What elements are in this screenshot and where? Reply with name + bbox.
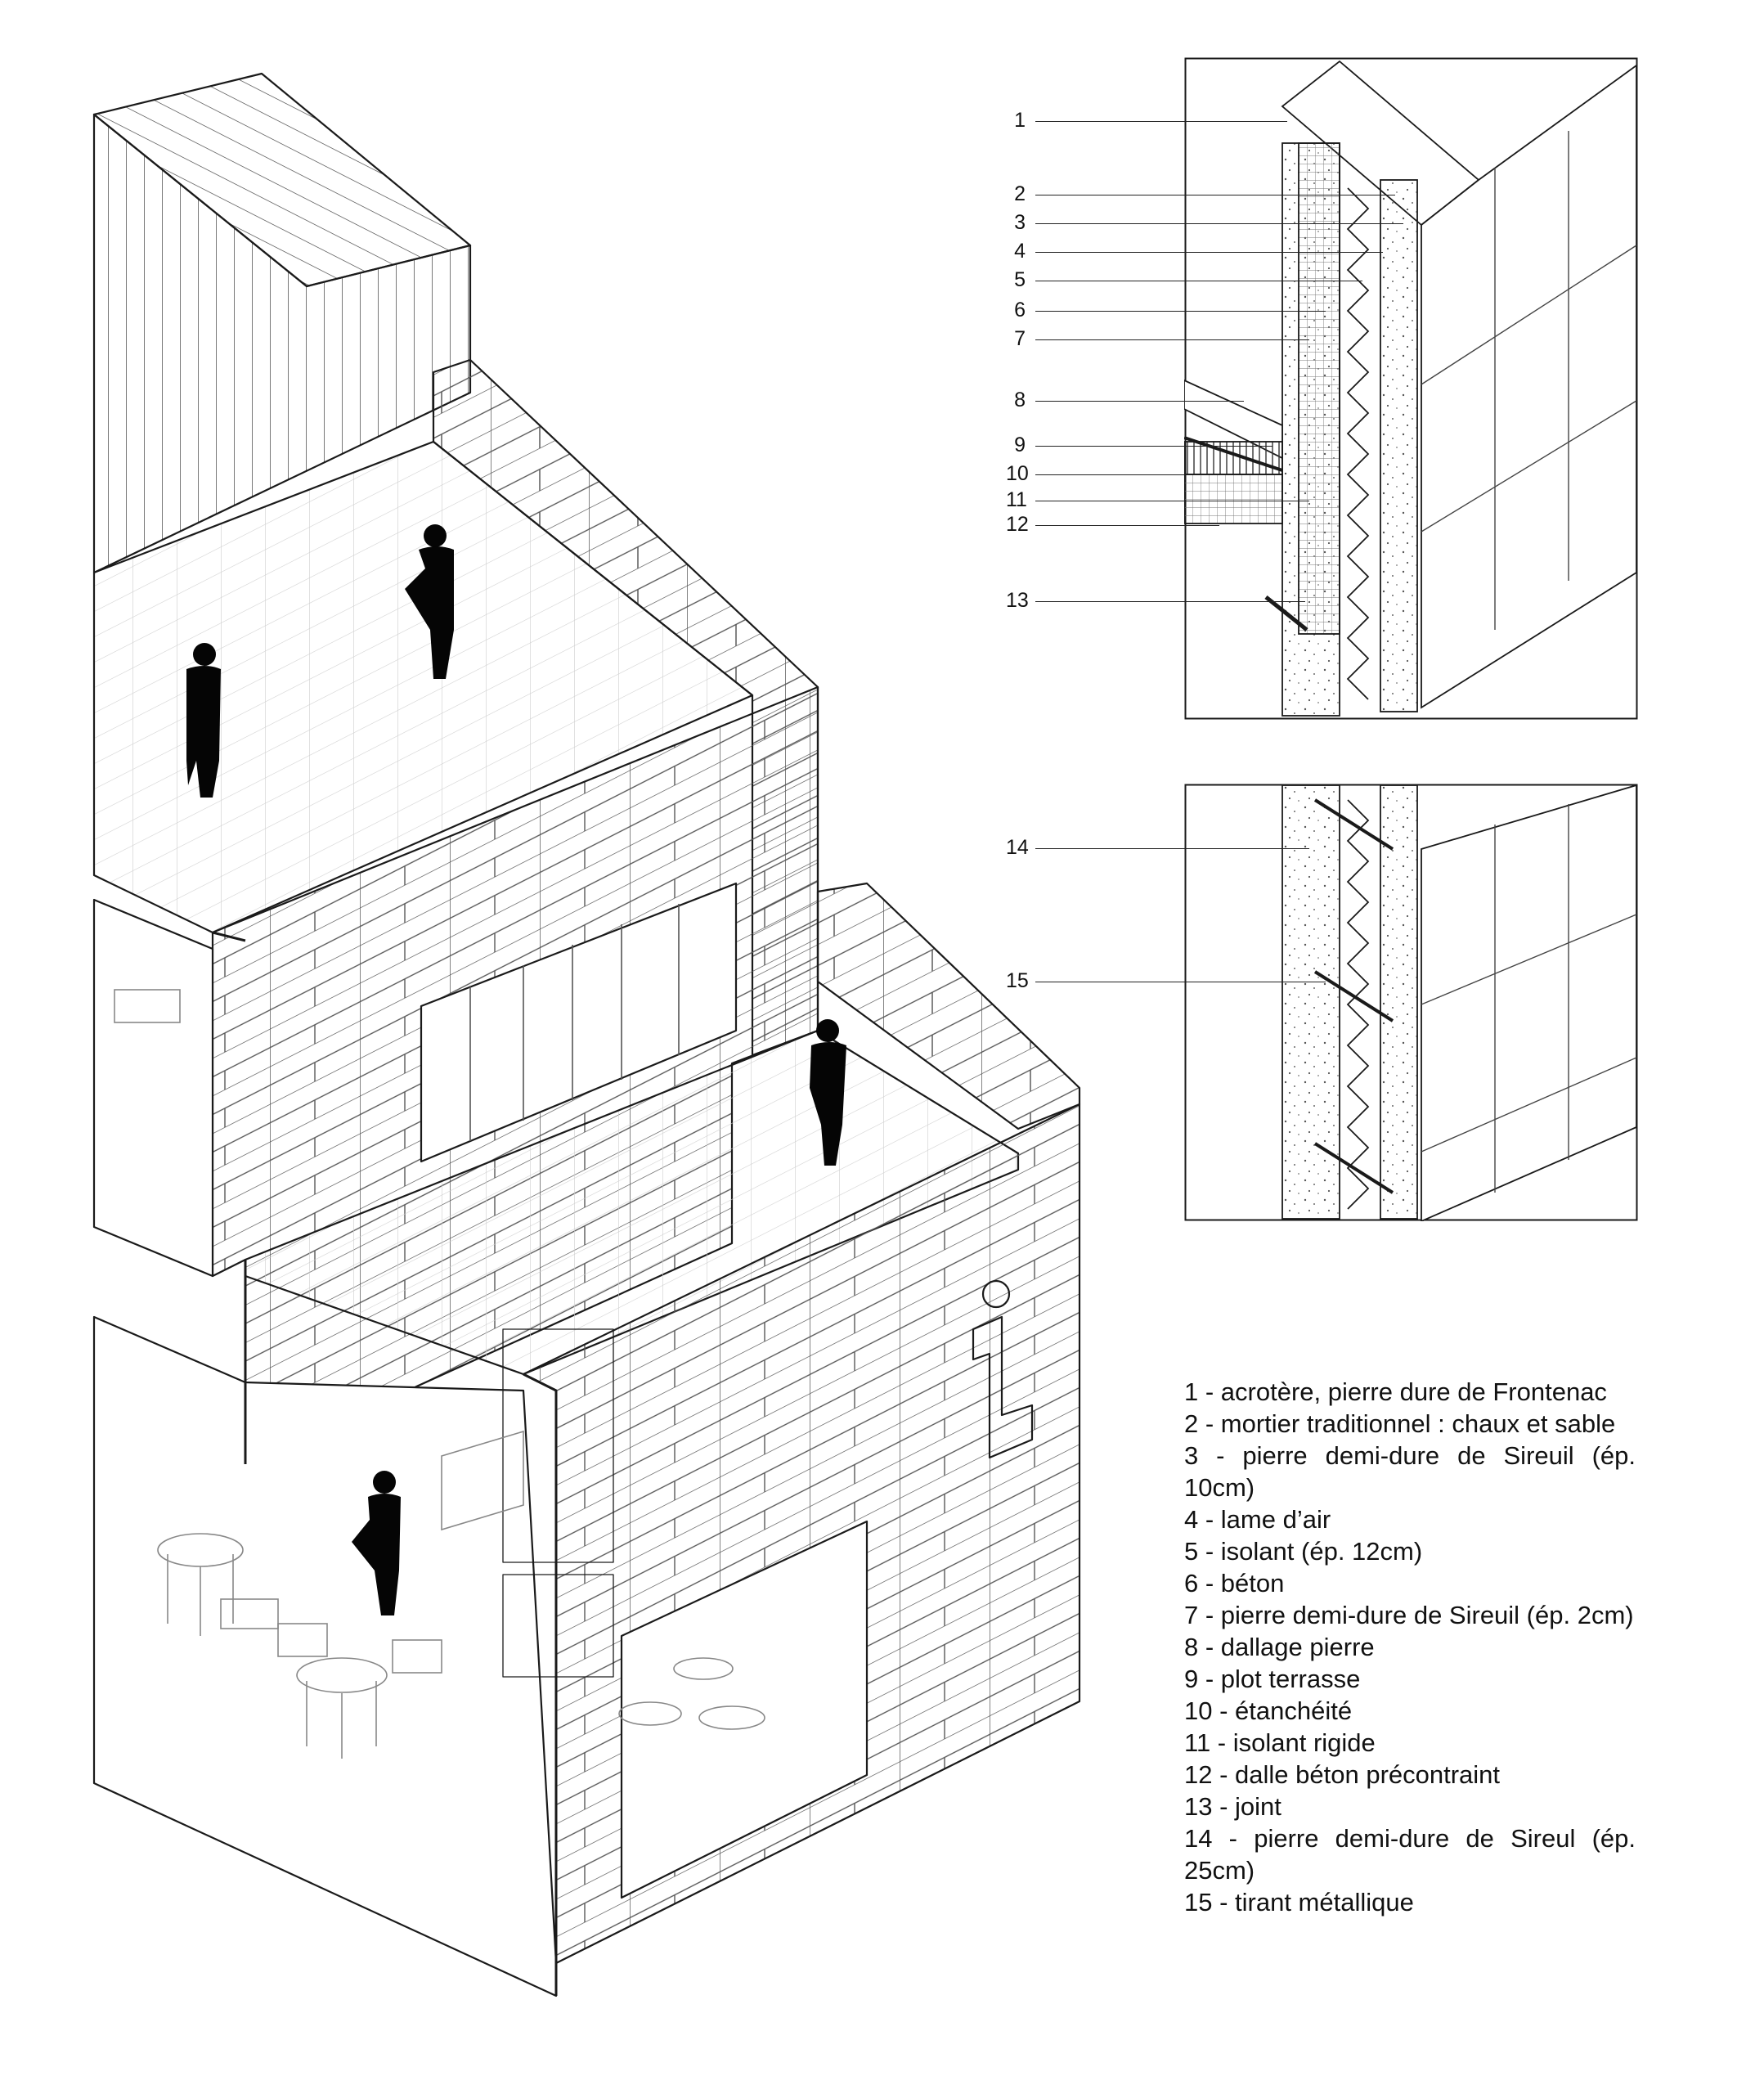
legend-item: 9 - plot terrasse — [1184, 1665, 1361, 1693]
prestressed-slab — [1184, 474, 1282, 524]
legend-item: 3 - pierre demi-dure de Sireuil (ép. 10cm) — [1184, 1441, 1636, 1502]
legend-item: 14 - pierre demi-dure de Sireul (ép. 25cm) — [1184, 1824, 1636, 1885]
legend-item: 4 - lame d’air — [1184, 1505, 1331, 1534]
wall-section-detail-bottom — [1184, 784, 1638, 1221]
legend-item: 13 - joint — [1184, 1792, 1281, 1821]
rigid-insulation — [1184, 442, 1282, 474]
cladding-face-2 — [1421, 785, 1636, 1221]
materials-legend — [1184, 1376, 1636, 1918]
stone-leaf — [1380, 180, 1417, 712]
legend-item: 5 - isolant (ép. 12cm) — [1184, 1537, 1423, 1566]
legend-item: 7 - pierre demi-dure de Sireuil (ép. 2cm) — [1184, 1601, 1634, 1629]
section-cut-left — [94, 900, 213, 1276]
legend-item: 2 - mortier traditionnel : chaux et sable — [1184, 1409, 1616, 1438]
legend-item: 6 - béton — [1184, 1569, 1285, 1597]
legend-item: 11 - isolant rigide — [1184, 1728, 1376, 1757]
legend-item: 10 - étanchéité — [1184, 1696, 1353, 1725]
wall-section-detail-top — [1184, 57, 1638, 720]
legend-item: 15 - tirant métallique — [1184, 1888, 1414, 1917]
legend-item: 8 - dallage pierre — [1184, 1633, 1375, 1661]
legend-item: 12 - dalle béton précontraint — [1184, 1760, 1501, 1789]
legend-item: 1 - acrotère, pierre dure de Frontenac — [1184, 1377, 1607, 1406]
outer-leaf — [1380, 785, 1417, 1219]
insulation-grid — [1299, 143, 1340, 634]
air-gap-zigzag — [1348, 188, 1368, 699]
